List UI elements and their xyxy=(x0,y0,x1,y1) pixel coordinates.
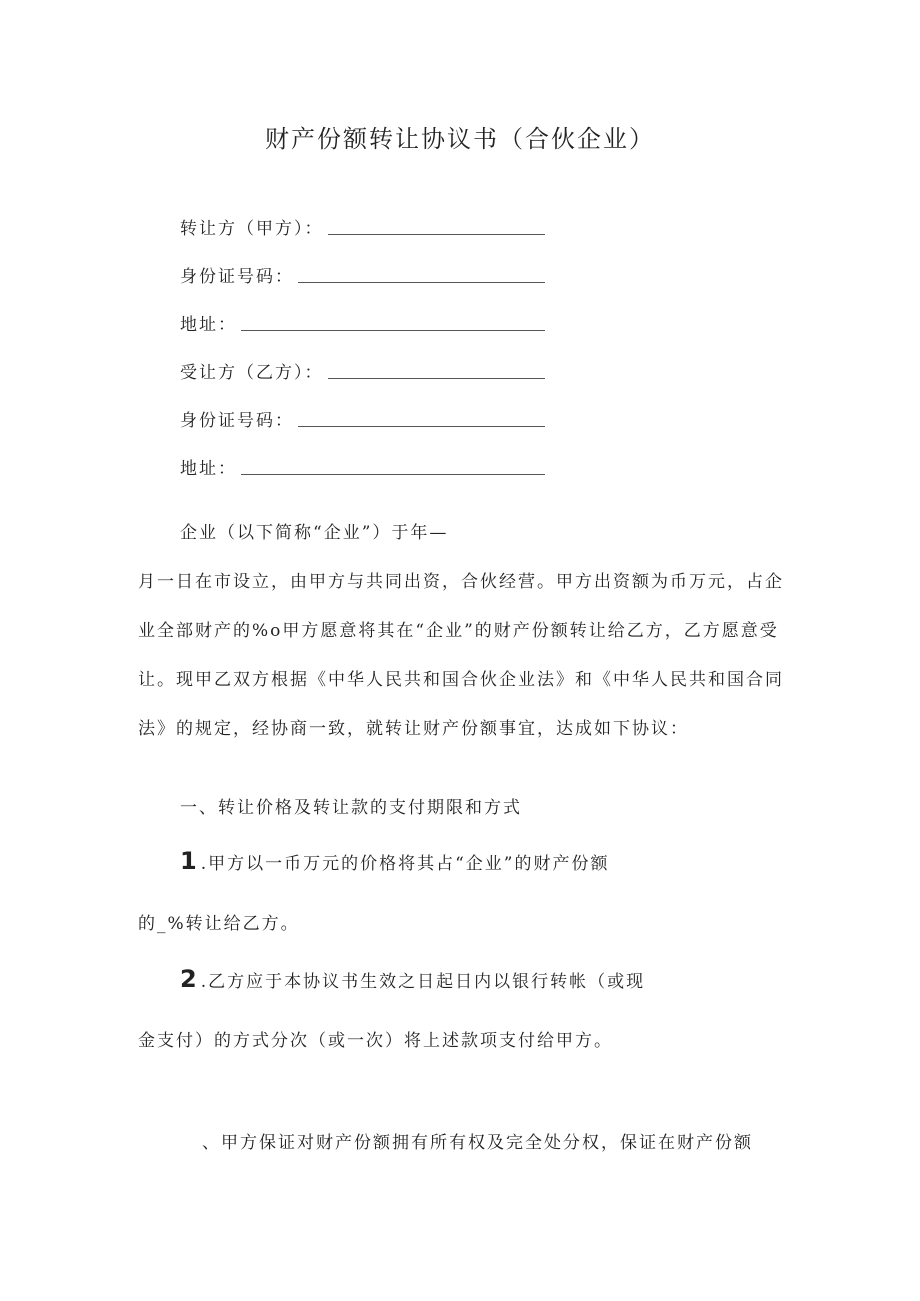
section-2-start: 、甲方保证对财产份额拥有所有权及完全处分权，保证在财产份额 xyxy=(202,1133,753,1153)
intro-body: 月一日在市设立，由甲方与共同出资，合伙经营。甲方出资额为币万元，占企业全部财产的%o甲方愿意将其在“企业”的财产份额转让给乙方，乙方愿意受让。现甲乙双方根据《中华人民共和国合伙企业法》和《中华人民共和国合同法》的规定，经协商一致，就转让财产份额事宜，达成如下协议： xyxy=(138,572,784,739)
blank-line xyxy=(298,425,545,427)
intro-paragraph xyxy=(138,509,788,754)
item-2 xyxy=(180,964,645,997)
field-label: 受让方（乙方）： xyxy=(180,363,324,383)
transferor-field xyxy=(180,211,545,241)
intro-first-line: 企业（以下简称“企业”）于年— xyxy=(180,523,449,543)
transferee-field xyxy=(180,355,545,385)
field-label: 转让方（甲方）： xyxy=(180,219,324,239)
page-title: 财产份额转让协议书（合伙企业） xyxy=(265,125,655,153)
transferor-address-field xyxy=(180,307,545,337)
field-label: 身份证号码： xyxy=(180,411,294,431)
blank-line xyxy=(328,233,546,235)
blank-line xyxy=(298,281,545,283)
item-2-text: .乙方应于本协议书生效之日起日内以银行转帐（或现 xyxy=(200,972,646,992)
item-1-continuation: 的_%转让给乙方。 xyxy=(138,914,300,934)
field-label: 身份证号码： xyxy=(180,267,294,287)
field-label: 地址： xyxy=(180,459,237,479)
section-1-heading: 一、转让价格及转让款的支付期限和方式 xyxy=(180,798,522,818)
blank-line xyxy=(241,329,545,331)
transferor-id-field xyxy=(180,259,545,289)
item-1-text: .甲方以一币万元的价格将其占“企业”的财产份额 xyxy=(200,854,610,874)
blank-line xyxy=(241,473,545,475)
transferee-address-field xyxy=(180,451,545,481)
transferee-id-field xyxy=(180,403,545,433)
blank-line xyxy=(328,377,546,379)
item-2-number: 2 xyxy=(180,965,201,993)
field-label: 地址： xyxy=(180,315,237,335)
item-1-number: 1 xyxy=(180,847,201,875)
item-2-continuation: 金支付）的方式分次（或一次）将上述款项支付给甲方。 xyxy=(138,1031,613,1051)
item-1 xyxy=(180,846,610,879)
